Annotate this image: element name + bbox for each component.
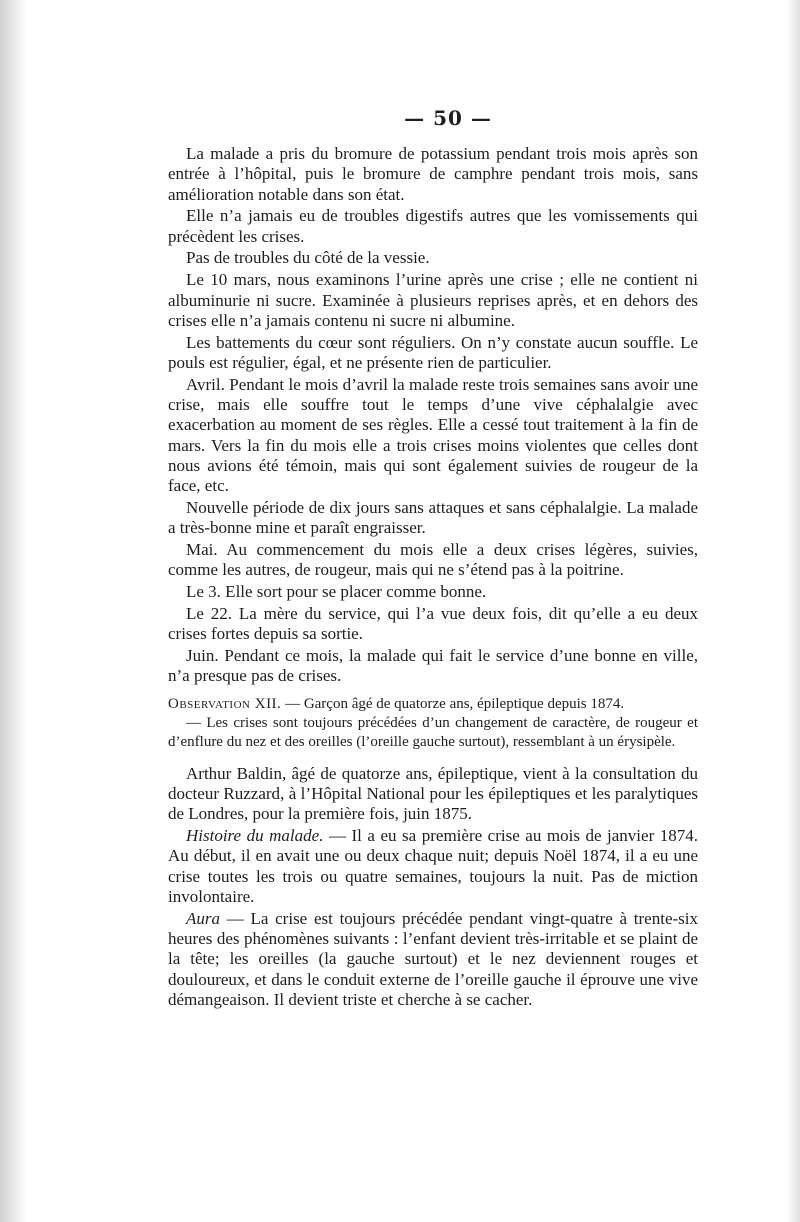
history-paragraph (168, 826, 698, 907)
aura-label: Aura (186, 908, 220, 928)
paragraph: Le 3. Elle sort pour se placer comme bonne. (186, 582, 487, 602)
history-text: — Il a eu sa première crise au mois de janvier 1874. Au début, il en avait une ou deux chaque nuit; depuis Noël 1874, il a eu une crise toutes les trois ou quatre semaines, toujours la nuit. Pas de miction involontaire. (168, 826, 699, 906)
paragraph: Le 22. La mère du service, qui l’a vue deux fois, dit qu’elle a eu deux crises fortes depuis sa sortie. (168, 604, 698, 644)
observation-summary: — Les crises sont toujours précédées d’un changement de caractère, de rougeur et d’enflure du nez et des oreilles (l’oreille gauche surtout), ressemblant à un érysipèle. (168, 714, 698, 750)
observation-title: — Garçon âgé de quatorze ans, épileptique depuis 1874. (281, 695, 625, 712)
paragraph: Juin. Pendant ce mois, la malade qui fait le service d’une bonne en ville, n’a presque pas de crises. (168, 646, 698, 686)
paragraph: Les battements du cœur sont réguliers. On n’y constate aucun souffle. Le pouls est régulier, égal, et ne présente rien de particulier. (168, 332, 698, 372)
scan-left-shadow (0, 0, 26, 1222)
case-paragraph: Arthur Baldin, âgé de quatorze ans, épileptique, vient à la consultation du docteur Ruzzard, à l’Hôpital National pour les épileptiques et les paralytiques de Londres, pour la première fois, juin 1875. (168, 763, 698, 824)
paragraph: Pas de troubles du côté de la vessie. (186, 248, 430, 268)
observation-label: Observation XII. (168, 695, 282, 712)
paragraph: Avril. Pendant le mois d’avril la malade reste trois semaines sans avoir une crise, mais elle souffre tout le temps d’une vive céphalalgie avec exacerbation au moment de ses règles. Elle a cessé tout traitement à la fin de mars. Vers la fin du mois elle a trois crises moins violentes que celles dont nous avions été témoin, mais qui sont également suivies de rougeur de la face, etc. (168, 374, 698, 496)
paragraph: Le 10 mars, nous examinons l’urine après une crise ; elle ne contient ni albuminurie ni sucre. Examinée à plusieurs reprises après, et en dehors des crises elle n’a jamais contenu ni sucre ni albumine. (168, 270, 698, 330)
document-page (168, 106, 698, 1012)
scan-right-shadow (786, 0, 800, 1222)
paragraph: Nouvelle période de dix jours sans attaques et sans céphalalgie. La malade a très-bonne mine et paraît engraisser. (168, 498, 698, 538)
paragraph: Mai. Au commencement du mois elle a deux crises légères, suivies, comme les autres, de rougeur, mais qui ne s’étend pas à la poitrine. (168, 540, 698, 580)
history-label: Histoire du malade. (186, 826, 324, 846)
aura-text: — La crise est toujours précédée pendant vingt-quatre à trente-six heures des phénomènes suivants : l’enfant devient très-irritable et se plaint de la tête; les oreilles (la gauche surtout) et le nez deviennent rouges et douloureux, et dans le conduit externe de l’oreille gauche il éprouve une vive démangeaison. Il devient triste et cherche à se cacher. (168, 908, 698, 1009)
observation-heading (168, 695, 698, 714)
page-number: — 50 — (404, 106, 492, 130)
paragraph: La malade a pris du bromure de potassium pendant trois mois après son entrée à l’hôpital, puis le bromure de camphre pendant trois mois, sans amélioration notable dans son état. (168, 144, 698, 204)
aura-paragraph (168, 909, 698, 1010)
paragraph: Elle n’a jamais eu de troubles digestifs autres que les vomissements qui précèdent les crises. (168, 206, 698, 246)
